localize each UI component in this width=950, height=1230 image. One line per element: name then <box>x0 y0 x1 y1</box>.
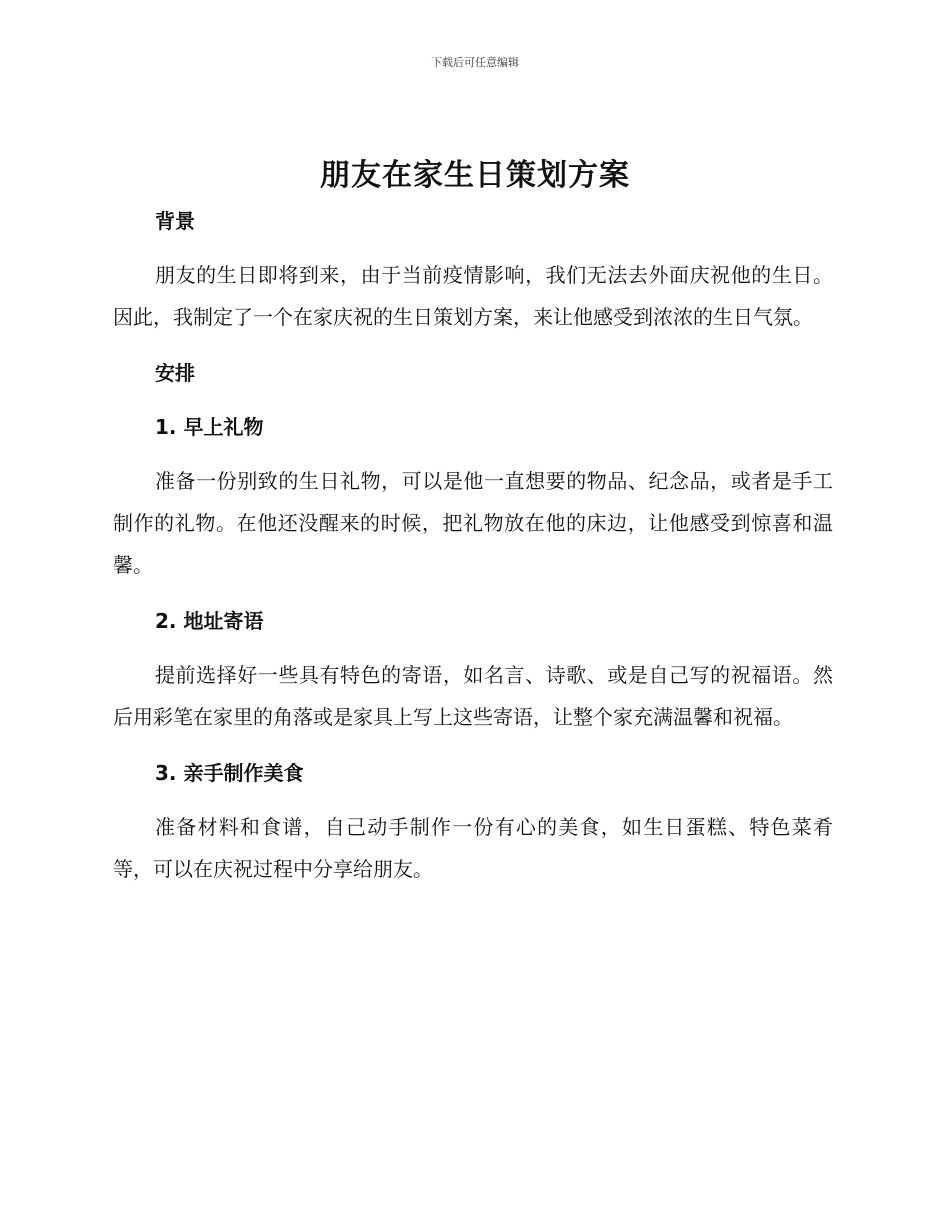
document-title: 朋友在家生日策划方案 <box>320 158 630 193</box>
section-paragraph-messages: 提前选择好一些具有特色的寄语，如名言、诗歌、或是自己写的祝福语。然后用彩笔在家里的角落或是家具上写上这些寄语，让整个家充满温馨和祝福。 <box>113 663 833 729</box>
section-paragraph-background: 朋友的生日即将到来，由于当前疫情影响，我们无法去外面庆祝他的生日。因此，我制定了一个在家庆祝的生日策划方案，来让他感受到浓浓的生日气氛。 <box>113 263 833 329</box>
section-heading-morning-gift: 1. 早上礼物 <box>155 415 264 439</box>
section-heading-messages: 2. 地址寄语 <box>155 609 264 633</box>
page-header-note: 下载后可任意编辑 <box>431 56 519 69</box>
section-heading-arrangement: 安排 <box>155 361 195 385</box>
section-paragraph-homemade-food: 准备材料和食谱，自己动手制作一份有心的美食，如生日蛋糕、特色菜肴等，可以在庆祝过程中分享给朋友。 <box>113 815 833 881</box>
section-heading-background: 背景 <box>155 209 195 233</box>
document-body <box>113 200 833 890</box>
section-paragraph-morning-gift: 准备一份别致的生日礼物，可以是他一直想要的物品、纪念品，或者是手工制作的礼物。在他还没醒来的时候，把礼物放在他的床边，让他感受到惊喜和温馨。 <box>113 469 833 577</box>
section-heading-homemade-food: 3. 亲手制作美食 <box>155 761 304 785</box>
